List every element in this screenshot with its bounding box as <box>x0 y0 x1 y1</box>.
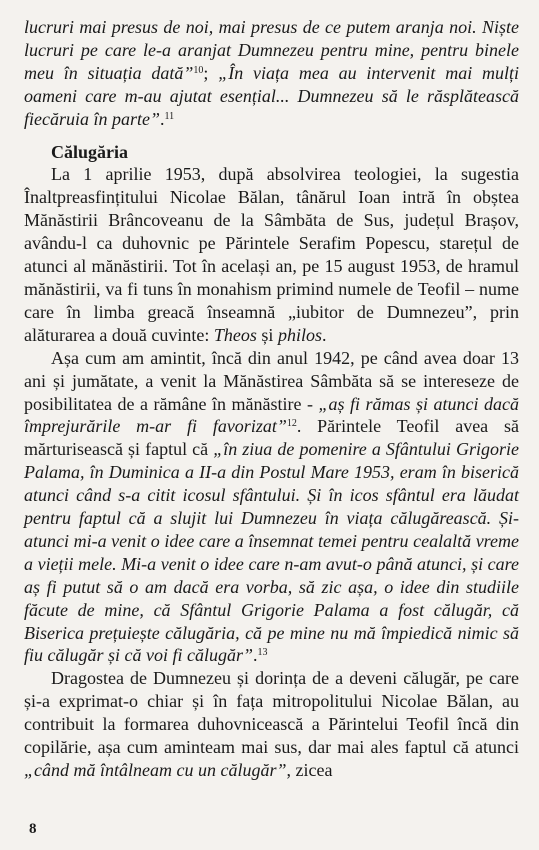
paragraph-continued-quote <box>24 16 519 131</box>
quote-text: „în ziua de pomenire a Sfântului Grigorie Palama, în Duminica a II-a din Postul Mare 1953, eram în biserică atunci când s-a citit icosul sfântului. Și în icos sfântul era lăudat pentru faptul că a slujit lui Dumnezeu în viața călugărească. Și-atunci mi-a venit o idee care a însemnat temei pentru cealaltă vreme a vieții mele. Mi-a venit o idee care n-am avut-o până atunci, și care aș fi putut să o am dacă era vorba, să zic așa, o idee din studiile făcute de mine, că Sfântul Grigorie Palama a fost călugăr, că Biserica prețuiește călugăria, că pe mine nu mă împiedică nimic să fiu călugăr și că voi fi călugăr” <box>24 439 519 666</box>
period: . <box>253 645 258 666</box>
paragraph-love-of-god <box>24 667 519 782</box>
quote-text: „În viața mea au intervenit mai mulți oameni care m-au ajutat esențial... Dumnezeu să le răsplătească fiecăruia în parte” <box>24 62 519 129</box>
paragraph-text: La 1 aprilie 1953, după absolvirea teologiei, la sugestia Înaltpreasfințitului Nicolae Bălan, tânărul Ioan intră în obștea Mănăstirii Brâncoveanu de la Sâmbăta de Sus, județul Brașov, avându-l ca duhovnic pe Părintele Serafim Popescu, starețul de atunci al mănăstirii. Tot în același an, pe 15 august 1953, de hramul mănăstirii, va fi tuns în monahism primind numele de Teofil – nume care în limba greacă înseamnă „iubitor de Dumnezeu”, prin alăturarea a două cuvinte: <box>24 164 519 345</box>
period: . <box>321 324 327 345</box>
page-number: 8 <box>29 821 37 837</box>
separator: ; <box>203 62 219 83</box>
quote-text: „aș fi rămas și atunci dacă împrejurările m-ar fi favorizat” <box>24 393 520 437</box>
conjunction: și <box>256 324 278 345</box>
paragraph-text: . Părintele Teofil avea să mărturisească și faptul că <box>24 416 520 460</box>
paragraph-text: Așa cum am amintit, încă din anul 1942, pe când avea doar 13 ani și jumătate, a venit la Mănăstirea Sâmbăta să se intereseze de posibilitatea de a rămâne în mănăstire - <box>24 347 519 414</box>
footnote-ref: 13 <box>257 647 268 659</box>
period: . <box>160 108 165 129</box>
greek-word: Theos <box>213 324 257 345</box>
section-heading: Călugăria <box>51 141 129 162</box>
paragraph-calling <box>24 347 519 668</box>
footnote-ref: 11 <box>164 110 175 122</box>
quote-text: lucruri mai presus de noi, mai presus de ce putem aranja noi. Niște lucruri pe care le-a aranjat Dumnezeu pentru mine, pentru binele meu în situația dată” <box>24 17 519 83</box>
footnote-ref: 12 <box>286 418 297 430</box>
paragraph-text: Dragostea de Dumnezeu și dorința de a deveni călugăr, pe care și-a exprimat-o chiar și în fața mitropolitului Nicolae Bălan, au contribuit la formarea duhovnicească a Părintelui Teofil încă din copilărie, așa cum aminteam mai sus, dar mai ales faptul că atunci <box>24 668 519 758</box>
footnote-ref: 10 <box>193 64 204 76</box>
greek-word: philos <box>277 324 322 345</box>
paragraph-monastic-entry <box>24 163 519 346</box>
paragraph-text: , zicea <box>286 760 333 780</box>
quote-text: „când mă întâlneam cu un călugăr” <box>24 760 287 780</box>
